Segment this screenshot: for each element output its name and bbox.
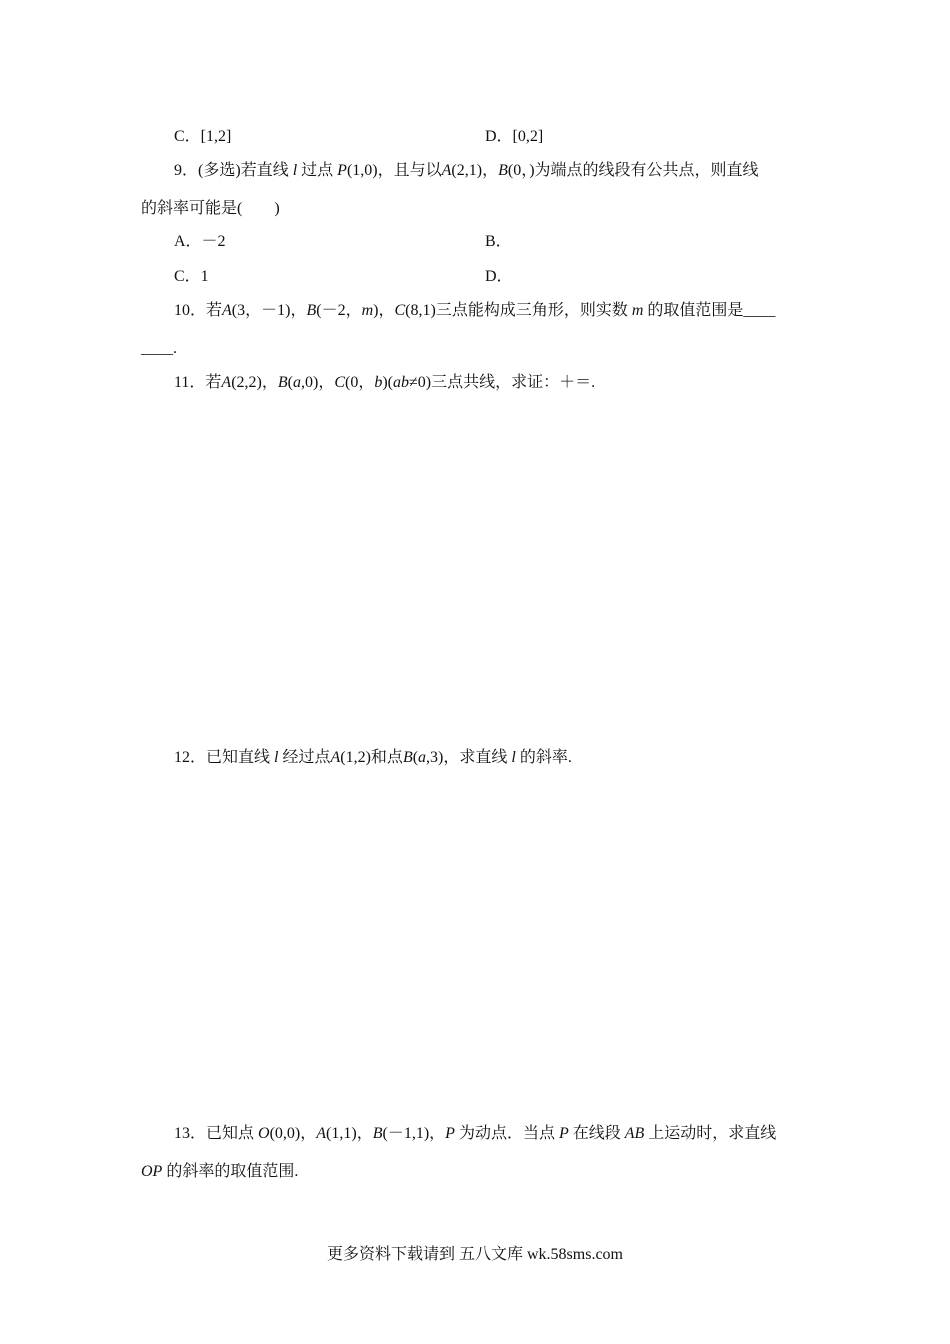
q12-stem: 12．已知直线 l 经过点A(1,2)和点B(a,3)，求直线 l 的斜率. — [174, 749, 572, 766]
q9-stem-line1: 9．(多选)若直线 l 过点 P(1,0)，且与以A(2,1)，B(0，)为端点的线段有公共点，则直线 — [174, 162, 759, 179]
page-footer: 更多资料下载请到 五八文库 wk.58sms.com — [326, 1246, 623, 1263]
q10-stem-line2: ____. — [141, 340, 177, 357]
q8-option-d: D．[0,2] — [485, 128, 544, 145]
q9-option-a: A．－2 — [174, 233, 226, 250]
q11-stem: 11．若A(2,2)，B(a,0)，C(0，b)(ab≠0)三点共线，求证：＋＝. — [174, 374, 596, 391]
q13-stem-line1: 13．已知点 O(0,0)，A(1,1)，B(－1,1)，P 为动点．当点 P 在线段 AB 上运动时，求直线 — [174, 1125, 777, 1142]
q13-stem-line2: OP 的斜率的取值范围. — [141, 1163, 299, 1180]
q9-option-b: B． — [485, 233, 512, 250]
q10-stem-line1: 10．若A(3，－1)，B(－2，m)，C(8,1)三点能构成三角形，则实数 m 的取值范围是____ — [174, 302, 776, 319]
q9-option-c: C．1 — [174, 268, 209, 285]
q9-stem-line2: 的斜率可能是( ) — [141, 200, 280, 217]
q8-option-c: C．[1,2] — [174, 128, 232, 145]
q9-option-d: D． — [485, 268, 513, 285]
